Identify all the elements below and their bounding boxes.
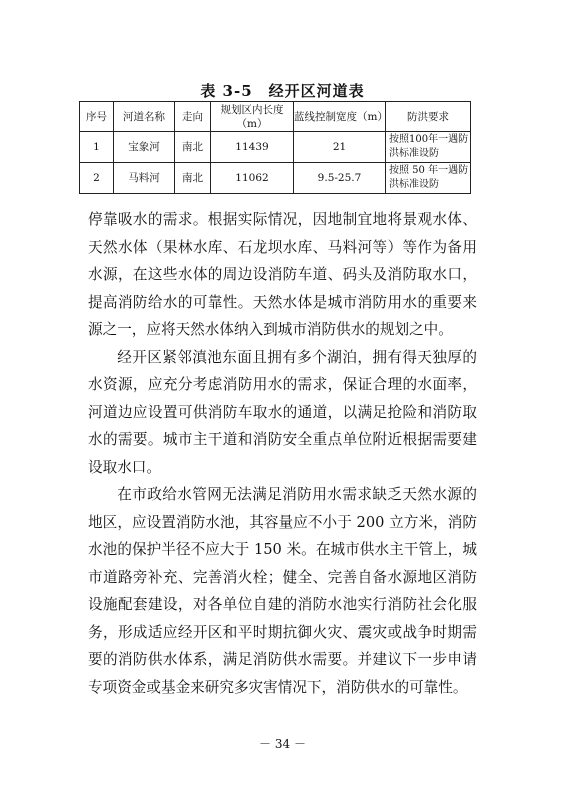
table-cell: 马料河	[114, 163, 175, 194]
table-row	[80, 163, 471, 194]
table-cell: 2	[80, 163, 114, 194]
table-cell: 9.5-25.7	[294, 163, 386, 194]
table-cell: 宝象河	[114, 132, 175, 163]
table-header-row	[80, 102, 471, 132]
table-cell: 21	[294, 132, 386, 163]
table-cell: 1	[80, 132, 114, 163]
table-cell: 南北	[175, 163, 211, 194]
header-cell: 蓝线控制宽度（m）	[294, 102, 386, 132]
header-cell: 规划区内长度（m）	[211, 102, 294, 132]
paragraph: 经开区紧邻滇池东面且拥有多个湖泊，拥有得天独厚的水资源，应充分考虑消防用水的需求，保证合理的水面率，河道边应设置可供消防车取水的通道，以满足抢险和消防取水的需要。城市主干道和消防安全重点单位附近根据需要建设取水口。	[88, 348, 477, 476]
header-cell: 走向	[175, 102, 211, 132]
paragraph: 在市政给水管网无法满足消防用水需求缺乏天然水源的地区，应设置消防水池，其容量应不小于 200 立方米，消防水池的保护半径不应大于 150 米。在城市供水主干管上，城市道路旁补充、完善消火栓；健全、完善自备水源地区消防设施配套建设，对各单位自建的消防水池实行消防社会化服务，形成适应经开区和平时期抗御火灾、震灾或战争时期需要的消防供水体系，满足消防供水需要。并建议下一步申请专项资金或基金来研究多灾害情况下，消防供水的可靠性。	[88, 486, 477, 696]
paragraph: 停靠吸水的需求。根据实际情况，因地制宜地将景观水体、天然水体（果林水库、石龙坝水库、马料河等）等作为备用水源，在这些水体的周边设消防车道、码头及消防取水口，提高消防给水的可靠性。天然水体是城市消防用水的重要来源之一，应将天然水体纳入到城市消防供水的规划之中。	[88, 211, 477, 338]
body-text	[88, 206, 477, 701]
table-cell: 按照 50 年一遇防洪标准设防	[386, 163, 471, 194]
table-caption: 表 3-5 经开区河道表	[200, 82, 365, 100]
table-cell: 11439	[211, 132, 294, 163]
header-cell: 序号	[80, 102, 114, 132]
river-table	[79, 101, 471, 194]
table-cell: 11062	[211, 163, 294, 194]
table-cell: 按照100年一遇防洪标准设防	[386, 132, 471, 163]
table-cell: 南北	[175, 132, 211, 163]
header-cell: 防洪要求	[386, 102, 471, 132]
page-number: － 34 －	[259, 737, 306, 751]
table-row	[80, 132, 471, 163]
header-cell: 河道名称	[114, 102, 175, 132]
